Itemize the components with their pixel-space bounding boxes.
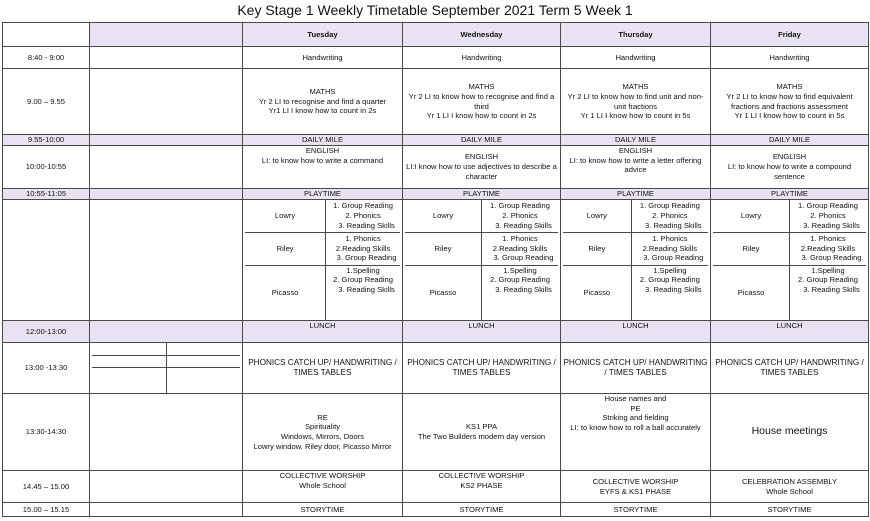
activity: 3. Reading Skills <box>645 220 702 230</box>
blank-grid-cell <box>90 343 243 394</box>
time-cell: 9.55-10:00 <box>3 135 90 146</box>
subject-label: RE <box>317 412 328 422</box>
english-cell-wednesday <box>403 146 561 189</box>
blank-cell <box>90 47 243 69</box>
groups-cell-friday <box>711 200 869 321</box>
activity: 3. Reading Skills <box>803 220 860 230</box>
activity: 1.Spelling <box>503 265 537 275</box>
subject-label: MATHS <box>776 82 803 92</box>
english-cell-friday <box>711 146 869 189</box>
group-activities <box>326 232 400 265</box>
group-row <box>563 232 708 265</box>
day-header-tuesday: Tuesday <box>243 23 403 47</box>
maths-cell-wednesday <box>403 69 561 135</box>
time-cell: 12:00-13:00 <box>3 321 90 343</box>
group-activities <box>326 265 400 320</box>
blank-cell <box>90 146 243 189</box>
group-name: Riley <box>563 232 631 265</box>
maths-cell-friday <box>711 69 869 135</box>
time-cell: 15.00 – 15.15 <box>3 503 90 517</box>
row-english <box>3 146 869 189</box>
topic-text: The Two Builders modern day version <box>417 432 546 441</box>
group-name: Riley <box>245 232 326 265</box>
day-header-friday: Friday <box>711 23 869 47</box>
activity: 2. Phonics <box>502 210 538 220</box>
subject-label: MATHS <box>309 86 336 96</box>
groups-table <box>405 200 558 320</box>
lesson-cell: PLAYTIME <box>403 189 561 200</box>
header-row <box>3 23 869 47</box>
lesson-cell: PLAYTIME <box>711 189 869 200</box>
blank-cell <box>92 343 166 355</box>
afternoon-cell-friday: House meetings <box>711 394 869 471</box>
activity: 1. Phonics <box>345 233 381 243</box>
group-name: Lowry <box>245 200 326 232</box>
group-name: Lowry <box>405 200 482 232</box>
group-name: Picasso <box>563 265 631 320</box>
lesson-cell: DAILY MILE <box>403 135 561 146</box>
blank-cell <box>92 367 166 393</box>
row-storytime <box>3 503 869 517</box>
group-row <box>563 265 708 320</box>
objective-text: Yr 2 LI to know how to recognise and find a third <box>408 91 555 111</box>
lesson-cell: DAILY MILE <box>243 135 403 146</box>
group-activities <box>482 232 559 265</box>
lesson-cell: Handwriting <box>403 47 561 69</box>
activity: 3. Reading Skills <box>645 284 702 294</box>
lesson-cell: PHONICS CATCH UP/ HANDWRITING / TIMES TABLES <box>561 343 711 394</box>
blank-cell <box>166 343 240 355</box>
objective-text: Yr 2 LI to recognise and find a quarter <box>258 96 387 106</box>
activity: 2. Group Reading <box>639 275 700 285</box>
group-activities <box>482 200 559 232</box>
objective-text: LI:I know how to use adjectives to describe a character <box>406 162 557 181</box>
activity: 3. Group Reading <box>643 253 704 263</box>
activity: 3. Reading Skills <box>338 220 395 230</box>
objective-text: LI: to know how to write a letter offering advice <box>569 155 702 175</box>
english-cell-tuesday <box>243 146 403 189</box>
groups-cell-thursday <box>561 200 711 321</box>
timetable <box>2 22 869 517</box>
group-activities <box>631 232 708 265</box>
blank-cell <box>92 355 166 367</box>
afternoon-cell-wednesday <box>403 394 561 471</box>
group-activities <box>326 200 400 232</box>
topic-text: Windows, Mirrors, Doors <box>280 432 365 441</box>
subject-label: PE <box>630 403 641 413</box>
row-maths <box>3 69 869 135</box>
lesson-cell: STORYTIME <box>243 503 403 517</box>
subject-label: ENGLISH <box>464 152 499 162</box>
maths-cell-tuesday <box>243 69 403 135</box>
lesson-cell: LUNCH <box>561 321 711 343</box>
topic-text: Spirituality <box>304 422 341 432</box>
audience-text: KS2 PHASE <box>460 480 503 490</box>
lesson-cell: LUNCH <box>243 321 403 343</box>
objective-text: LI: to know how to roll a ball accurately <box>570 423 701 433</box>
objective-text: Yr1 LI I know how to count in 2s <box>268 106 377 116</box>
row-daily-mile <box>3 135 869 146</box>
group-row <box>405 265 558 320</box>
activity: 1.Spelling <box>811 265 845 275</box>
time-cell: 10:55-11:05 <box>3 189 90 200</box>
worship-cell-friday <box>711 471 869 503</box>
subject-label: KS1 PPA <box>465 422 498 432</box>
day-header-wednesday: Wednesday <box>403 23 561 47</box>
lesson-cell: Handwriting <box>561 47 711 69</box>
subject-label: MATHS <box>468 82 495 92</box>
activity: 3. Reading Skills <box>495 220 552 230</box>
activity: 1. Group Reading <box>490 201 550 211</box>
activity: 1. Group Reading <box>639 201 700 211</box>
afternoon-cell-thursday <box>561 394 711 471</box>
group-row <box>405 200 558 232</box>
group-row <box>713 232 866 265</box>
groups-table <box>713 200 866 320</box>
activity: 2. Group Reading <box>333 275 394 285</box>
time-cell: 14.45 – 15.00 <box>3 471 90 503</box>
lesson-cell: PLAYTIME <box>243 189 403 200</box>
time-cell: 10:00-10:55 <box>3 146 90 189</box>
time-cell: 9.00 – 9.55 <box>3 69 90 135</box>
group-name: Picasso <box>405 265 482 320</box>
activity: 1.Spelling <box>653 265 687 275</box>
lesson-cell: LUNCH <box>711 321 869 343</box>
activity: 1. Group Reading <box>798 201 858 211</box>
subject-label: COLLECTIVE WORSHIP <box>592 476 679 486</box>
time-cell: 8:40 - 9:00 <box>3 47 90 69</box>
topic-text: Lowry window, Riley door, Picasso Mirror <box>253 441 392 451</box>
group-name: Riley <box>405 232 482 265</box>
group-activities <box>790 200 867 232</box>
row-phonics <box>3 343 869 394</box>
lesson-cell: Handwriting <box>711 47 869 69</box>
blank-grid <box>92 343 240 393</box>
worship-cell-wednesday <box>403 471 561 503</box>
group-row <box>563 200 708 232</box>
subject-label: MATHS <box>622 82 649 92</box>
activity: 3. Group Reading <box>336 253 397 263</box>
topic-text: House names and <box>604 394 667 403</box>
activity: 2. Phonics <box>345 210 381 220</box>
row-lunch <box>3 321 869 343</box>
group-row <box>713 265 866 320</box>
group-activities <box>790 232 867 265</box>
activity: 3. Reading Skills <box>338 284 395 294</box>
activity: 2.Reading Skills <box>492 243 548 253</box>
activity: 2. Phonics <box>810 210 846 220</box>
blank-cell <box>90 69 243 135</box>
group-activities <box>482 265 559 320</box>
activity: 3. Reading Skills <box>495 284 552 294</box>
lesson-cell: PLAYTIME <box>561 189 711 200</box>
activity: 2. Group Reading <box>798 275 858 285</box>
blank-header-cell <box>90 23 243 47</box>
subject-label: ENGLISH <box>772 152 807 162</box>
lesson-cell: STORYTIME <box>711 503 869 517</box>
activity: 2.Reading Skills <box>642 243 698 253</box>
group-name: Picasso <box>713 265 790 320</box>
lesson-cell: STORYTIME <box>403 503 561 517</box>
subject-label: COLLECTIVE WORSHIP <box>438 471 525 480</box>
activity: 3. Group Reading <box>801 253 862 263</box>
day-header-thursday: Thursday <box>561 23 711 47</box>
group-row <box>245 200 400 232</box>
activity: 2. Phonics <box>652 210 688 220</box>
blank-cell <box>90 503 243 517</box>
objective-text: Yr 2 LI to know how to find unit and non-unit fractions <box>567 91 704 111</box>
lesson-cell: DAILY MILE <box>561 135 711 146</box>
blank-cell <box>90 200 243 321</box>
activity: 2. Group Reading <box>490 275 550 285</box>
group-name: Picasso <box>245 265 326 320</box>
corner-cell <box>3 23 90 47</box>
blank-cell <box>90 394 243 471</box>
groups-table <box>245 200 400 320</box>
time-cell: 13:30-14:30 <box>3 394 90 471</box>
audience-text: Whole School <box>766 486 813 496</box>
lesson-cell: PHONICS CATCH UP/ HANDWRITING / TIMES TABLES <box>243 343 403 394</box>
worship-cell-thursday <box>561 471 711 503</box>
lesson-cell: PHONICS CATCH UP/ HANDWRITING / TIMES TABLES <box>403 343 561 394</box>
subject-label: CELEBRATION ASSEMBLY <box>741 476 838 486</box>
groups-table <box>563 200 708 320</box>
blank-cell <box>166 367 240 393</box>
row-afternoon <box>3 394 869 471</box>
activity: 2.Reading Skills <box>800 243 856 253</box>
group-name: Lowry <box>713 200 790 232</box>
activity: 3. Reading Skills <box>803 284 860 294</box>
maths-cell-thursday <box>561 69 711 135</box>
time-cell: 13:00 -13:30 <box>3 343 90 394</box>
groups-cell-tuesday <box>243 200 403 321</box>
group-name: Riley <box>713 232 790 265</box>
objective-text: Yr 1 LI I know how to count in 5s <box>580 111 691 121</box>
groups-cell-wednesday <box>403 200 561 321</box>
audience-text: EYFS & KS1 PHASE <box>599 486 672 496</box>
objective-text: Yr 1 LI I know how to count in 2s <box>426 111 537 121</box>
audience-text: Whole School <box>299 480 346 490</box>
group-activities <box>631 265 708 320</box>
row-reading-groups <box>3 200 869 321</box>
objective-text: LI: to know how to write a command <box>261 155 384 165</box>
subject-label: ENGLISH <box>305 146 340 155</box>
lesson-cell: LUNCH <box>403 321 561 343</box>
group-row <box>405 232 558 265</box>
group-row <box>245 232 400 265</box>
lesson-cell: Handwriting <box>243 47 403 69</box>
row-playtime <box>3 189 869 200</box>
row-worship <box>3 471 869 503</box>
activity: 1.Spelling <box>346 265 380 275</box>
activity: 1. Phonics <box>502 233 538 243</box>
group-activities <box>790 265 867 320</box>
blank-time-cell <box>3 200 90 321</box>
activity: 3. Group Reading <box>493 253 554 263</box>
subject-label: COLLECTIVE WORSHIP <box>279 471 366 480</box>
activity: 1. Phonics <box>810 233 846 243</box>
objective-text: Yr 1 LI I know how to count in 5s <box>734 111 845 121</box>
blank-cell <box>90 135 243 146</box>
afternoon-cell-tuesday <box>243 394 403 471</box>
group-name: Lowry <box>563 200 631 232</box>
row-handwriting <box>3 47 869 69</box>
blank-cell <box>90 189 243 200</box>
objective-text: Yr 2 LI to know how to find equivalent fractions and fractions assessment <box>726 91 853 111</box>
worship-cell-tuesday <box>243 471 403 503</box>
activity: 1. Phonics <box>652 233 688 243</box>
group-activities <box>631 200 708 232</box>
blank-cell <box>90 471 243 503</box>
activity: 1. Group Reading <box>333 201 394 211</box>
objective-text: LI: to know how to write a compound sentence <box>727 162 852 181</box>
lesson-cell: STORYTIME <box>561 503 711 517</box>
group-row <box>245 265 400 320</box>
topic-text: Striking and fielding <box>602 413 669 423</box>
activity: 2.Reading Skills <box>335 243 391 253</box>
lesson-cell: DAILY MILE <box>711 135 869 146</box>
subject-label: ENGLISH <box>618 146 653 155</box>
blank-cell <box>166 355 240 367</box>
blank-cell <box>90 321 243 343</box>
group-row <box>713 200 866 232</box>
english-cell-thursday <box>561 146 711 189</box>
lesson-cell: PHONICS CATCH UP/ HANDWRITING / TIMES TABLES <box>711 343 869 394</box>
page-title: Key Stage 1 Weekly Timetable September 2021 Term 5 Week 1 <box>237 2 633 18</box>
